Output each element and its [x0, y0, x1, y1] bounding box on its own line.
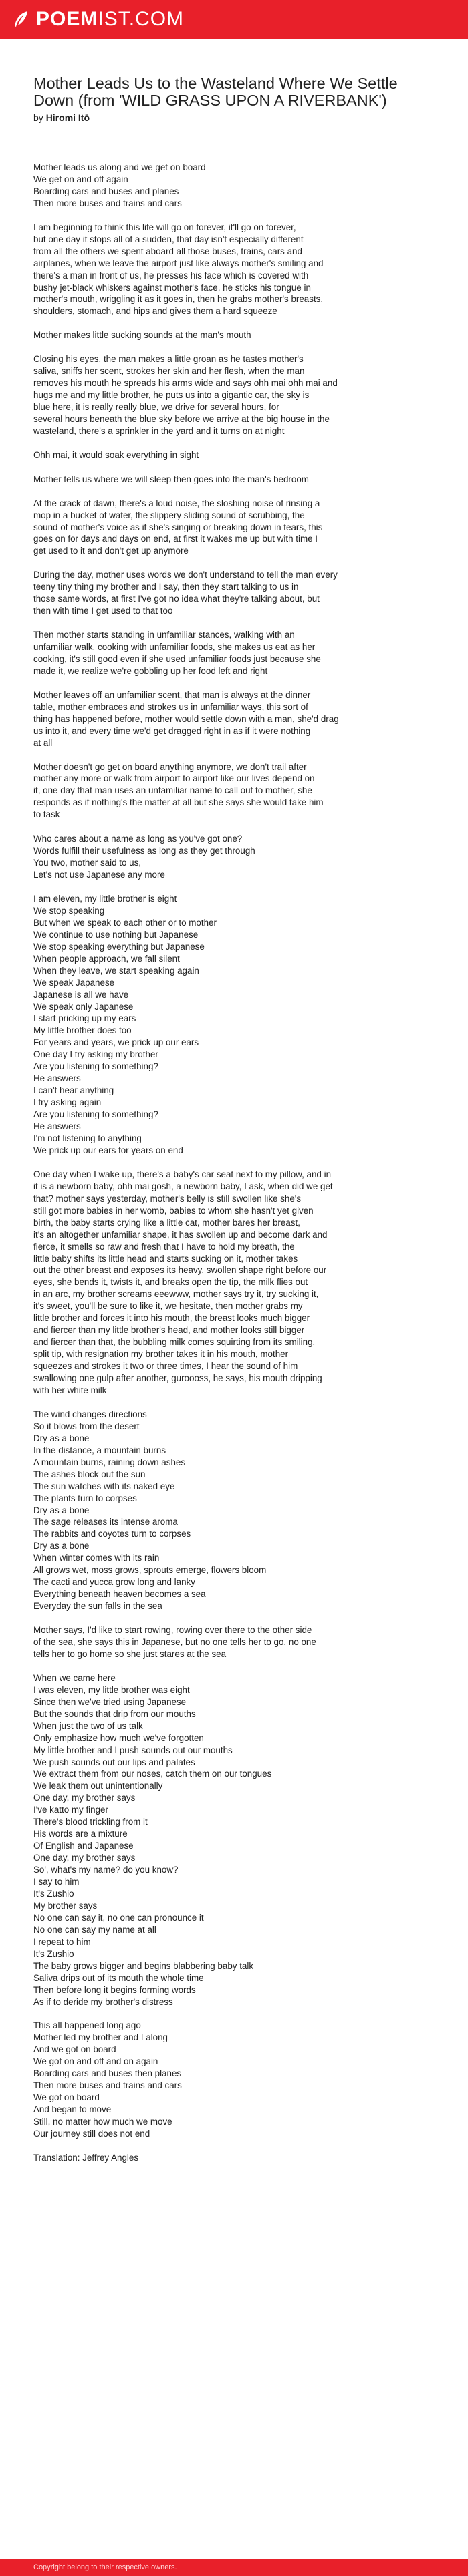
- poem-line: Then mother starts standing in unfamiliar stances, walking with an: [33, 630, 295, 640]
- poem-line: Who cares about a name as long as you've got one?: [33, 834, 243, 844]
- poem-line: One day I try asking my brother: [33, 1049, 158, 1060]
- poem-line: He answers: [33, 1121, 81, 1132]
- poem-line: mother any more or walk from airport to airport like our lives depend on: [33, 773, 315, 784]
- poem-line: And we got on board: [33, 2044, 116, 2055]
- poem-line: The ashes block out the sun: [33, 1469, 146, 1479]
- site-footer: [0, 2559, 468, 2576]
- poem-line: Everyday the sun falls in the sea: [33, 1601, 162, 1612]
- poem-line: I am eleven, my little brother is eight: [33, 893, 177, 904]
- poem-line: He answers: [33, 1073, 81, 1084]
- poem-stanza: [33, 569, 441, 617]
- poem-line: Still, no matter how much we move: [33, 2117, 172, 2127]
- poem-line: little brother and forces it into his mouth, the breast looks much bigger: [33, 1313, 310, 1324]
- poem-line: I start pricking up my ears: [33, 1013, 136, 1024]
- poem-line: Our journey still does not end: [33, 2129, 150, 2139]
- poem-line: As if to deride my brother's distress: [33, 1996, 173, 2007]
- poem-line: I say to him: [33, 1877, 80, 1887]
- site-logo[interactable]: [11, 9, 184, 29]
- site-header: [0, 0, 468, 39]
- poem-line: Mother tells us where we will sleep then goes into the man's bedroom: [33, 474, 309, 484]
- poem-stanza: [33, 449, 441, 462]
- poem-line: At the crack of dawn, there's a loud noise, the sloshing noise of rinsing a: [33, 498, 320, 508]
- poem-line: from all the others we spent aboard all those buses, trains, cars and: [33, 246, 302, 256]
- poem-line: It's Zushio: [33, 1948, 74, 1959]
- poem-line: We extract them from our noses, catch them on our tongues: [33, 1769, 272, 1779]
- poem-line: Words fulfill their usefulness as long as they get through: [33, 846, 255, 856]
- poem-line: teeny tiny thing my brother and I say, then they start talking to us in: [33, 582, 299, 592]
- poem-line: Are you listening to something?: [33, 1109, 158, 1120]
- poem-line: it's an altogether unfamiliar shape, it has swollen up and become dark and: [33, 1229, 328, 1240]
- poem-author[interactable]: Hiromi Itō: [45, 112, 90, 123]
- poem-line: My brother says: [33, 1900, 98, 1911]
- poem-line: It's Zushio: [33, 1889, 74, 1899]
- poem-line: We stop speaking everything but Japanese: [33, 941, 205, 952]
- poem-line: Mother doesn't go get on board anything anymore, we don't trail after: [33, 761, 307, 772]
- poem-line: Dry as a bone: [33, 1433, 90, 1443]
- by-label: by: [33, 112, 43, 123]
- poem-line: I've katto my finger: [33, 1805, 108, 1815]
- poem-line: made it, we realize we're gobbling up her food left and right: [33, 665, 268, 676]
- poem-line: Mother led my brother and I along: [33, 2032, 168, 2043]
- poem-line: We continue to use nothing but Japanese: [33, 929, 199, 940]
- poem-line: Dry as a bone: [33, 1541, 90, 1551]
- poem-line: We got on and off and on again: [33, 2056, 158, 2067]
- poem-line: For years and years, we prick up our ears: [33, 1037, 199, 1048]
- poem-line: still got more babies in her womb, babies to whom she hasn't yet given: [33, 1205, 314, 1216]
- poem-stanza: [33, 498, 441, 558]
- poem-line: We got on board: [33, 2092, 100, 2103]
- poem-line: I try asking again: [33, 1097, 102, 1108]
- poem-stanza: [33, 629, 441, 677]
- poem-line: Then more buses and trains and cars: [33, 2080, 182, 2091]
- poem-line: Saliva drips out of its mouth the whole time: [33, 1972, 204, 1983]
- poem-line: But the sounds that drip from our mouths: [33, 1708, 196, 1719]
- poem-line: When just the two of us talk: [33, 1720, 143, 1731]
- poem-line: A mountain burns, raining down ashes: [33, 1457, 186, 1467]
- poem-title-line: Down (from 'WILD GRASS UPON A RIVERBANK'): [33, 91, 387, 109]
- logo-wordmark: POEMIST.COM: [36, 8, 185, 30]
- poem-line: The sage releases its intense aroma: [33, 1517, 178, 1527]
- poem-stanza: [33, 162, 441, 210]
- poem-stanza: [33, 1624, 441, 1660]
- poem-line: Of English and Japanese: [33, 1841, 134, 1851]
- poem-line: The baby grows bigger and begins blabbering baby talk: [33, 1960, 254, 1971]
- poem-container: [0, 39, 441, 2164]
- poem-line: Mother leaves off an unfamiliar scent, that man is always at the dinner: [33, 689, 311, 700]
- poem-line: but one day it stops all of a sudden, that day isn't especially different: [33, 234, 304, 244]
- poem-line: saliva, sniffs her scent, strokes her skin and her flesh, when the man: [33, 366, 305, 377]
- poem-stanza: [33, 1169, 441, 1397]
- poem-line: We get on and off again: [33, 174, 128, 184]
- poem-line: Then before long it begins forming words: [33, 1984, 196, 1995]
- poem-line: I am beginning to think this life will go on forever, it'll go on forever,: [33, 222, 296, 232]
- poem-line: and fiercer than that, the bubbling milk comes squirting from its smiling,: [33, 1337, 316, 1348]
- poem-stanza: [33, 689, 441, 749]
- poem-line: There's blood trickling from it: [33, 1817, 148, 1827]
- poem-line: We leak them out unintentionally: [33, 1781, 163, 1791]
- poem-line: unfamiliar walk, cooking with unfamiliar foods, she makes us eat as her: [33, 642, 316, 652]
- poem-line: We push sounds out our lips and palates: [33, 1757, 195, 1767]
- poem-line: sound of mother's voice as if she's singing or breaking down in tears, this: [33, 522, 323, 532]
- poem-stanza: [33, 761, 441, 821]
- poem-line: Boarding cars and buses then planes: [33, 2068, 182, 2079]
- poem-line: tells her to go home so she just stares at the sea: [33, 1648, 227, 1659]
- poem-line: So', what's my name? do you know?: [33, 1865, 179, 1875]
- poem-line: split tip, with resignation my brother takes it in his mouth, mother: [33, 1349, 289, 1360]
- poem-line: Mother makes little sucking sounds at the man's mouth: [33, 330, 251, 341]
- poem-line: Japanese is all we have: [33, 989, 129, 1000]
- poem-line: hugs me and my little brother, he puts us into a gigantic car, the sky is: [33, 390, 310, 401]
- poem-line: mop in a bucket of water, the slippery sliding sound of scrubbing, the: [33, 510, 305, 520]
- poem-line: little baby shifts its little head and starts sucking on it, mother takes: [33, 1253, 298, 1264]
- poem-line: We prick up our ears for years on end: [33, 1145, 183, 1155]
- poem-stanza: [33, 329, 441, 341]
- poem-line: bushy jet-black whiskers against mother's face, he sticks his tongue in: [33, 282, 311, 293]
- poem-stanza: [33, 833, 441, 881]
- poem-line: We speak Japanese: [33, 977, 115, 988]
- poem-line: Let's not use Japanese any more: [33, 870, 165, 880]
- poem-line: wasteland, there's a sprinkler in the yard and it turns on at night: [33, 425, 285, 436]
- poem-line: to task: [33, 809, 60, 820]
- poem-line: of the sea, she says this in Japanese, but no one tells her to go, no one: [33, 1637, 316, 1647]
- poem-stanza: [33, 474, 441, 486]
- quill-icon: [11, 9, 31, 29]
- poem-line: When we came here: [33, 1672, 116, 1683]
- poem-line: We stop speaking: [33, 905, 105, 916]
- poem-line: Mother leads us along and we get on board: [33, 162, 206, 172]
- poem-line: When winter comes with its rain: [33, 1553, 160, 1563]
- poem-line: removes his mouth he spreads his arms wide and says ohh mai ohh mai and: [33, 378, 338, 389]
- copyright-notice: Copyright belong to their respective owners.: [33, 2563, 177, 2571]
- poem-line: in an arc, my brother screams eeewww, mother says try it, try sucking it,: [33, 1289, 319, 1300]
- poem-line: Only emphasize how much we've forgotten: [33, 1732, 204, 1743]
- poem-line: thing has happened before, mother would settle down with a man, she'd drag: [33, 713, 339, 724]
- poem-line: several hours beneath the blue sky before we arrive at the big house in the: [33, 413, 330, 424]
- poem-line: In the distance, a mountain burns: [33, 1445, 166, 1455]
- poem-line: When people approach, we fall silent: [33, 953, 180, 964]
- poem-line: and fiercer than my little brother's head, and mother looks still bigger: [33, 1325, 305, 1336]
- poem-line: When they leave, we start speaking again: [33, 965, 199, 976]
- poem-line: Closing his eyes, the man makes a little groan as he tastes mother's: [33, 354, 304, 365]
- poem-stanza: [33, 1409, 441, 1612]
- poem-stanza: [33, 893, 441, 1157]
- poem-title-line: Mother Leads Us to the Wasteland Where We Settle: [33, 75, 398, 92]
- poem-line: And began to move: [33, 2104, 112, 2115]
- poem-line: Boarding cars and buses and planes: [33, 186, 179, 196]
- poem-stanza: [33, 353, 441, 437]
- poem-line: squeezes and strokes it two or three times, I hear the sound of him: [33, 1361, 298, 1372]
- poem-line: The sun watches with its naked eye: [33, 1481, 175, 1491]
- poem-line: We speak only Japanese: [33, 1001, 134, 1012]
- poem-line: goes on for days and days on end, at first it wakes me up but with time I: [33, 534, 318, 544]
- poem-line: blue here, it is really really blue, we drive for several hours, for: [33, 402, 279, 413]
- poem-byline: [33, 112, 441, 123]
- poem-line: responds as if nothing's the matter at all but she says she would take him: [33, 797, 324, 808]
- poem-line: You two, mother said to us,: [33, 858, 142, 868]
- poem-line: Since then we've tried using Japanese: [33, 1696, 187, 1707]
- poem-line: us into it, and every time we'd get dragged right in as if it were nothing: [33, 725, 311, 736]
- poem-line: I repeat to him: [33, 1936, 91, 1947]
- poem-line: This all happened long ago: [33, 2020, 141, 2031]
- poem-body: [33, 162, 441, 2140]
- poem-line: During the day, mother uses words we don't understand to tell the man every: [33, 570, 338, 580]
- poem-line: My little brother and I push sounds out our mouths: [33, 1744, 233, 1755]
- poem-line: So it blows from the desert: [33, 1421, 140, 1431]
- poem-line: Everything beneath heaven becomes a sea: [33, 1589, 206, 1600]
- poem-line: that? mother says yesterday, mother's belly is still swollen like she's: [33, 1193, 302, 1204]
- poem-line: it, one day that man uses an unfamiliar name to call out to mother, she: [33, 785, 312, 796]
- poem-line: No one can say my name at all: [33, 1924, 156, 1935]
- poem-stanza: [33, 1672, 441, 2008]
- poem-line: at all: [33, 737, 53, 748]
- poem-line: I can't hear anything: [33, 1085, 114, 1096]
- poem-line: those same words, at first I've got no idea what they're talking about, but: [33, 594, 320, 604]
- poem-line: My little brother does too: [33, 1025, 132, 1036]
- poem-line: The rabbits and coyotes turn to corpses: [33, 1529, 191, 1539]
- poem-stanza: [33, 2020, 441, 2140]
- poem-line: cooking, it's still good even if she used unfamiliar foods just because she: [33, 653, 321, 664]
- poem-line: table, mother embraces and strokes us in unfamiliar ways, this sort of: [33, 701, 308, 712]
- poem-stanza: [33, 222, 441, 318]
- poem-line: with her white milk: [33, 1385, 107, 1396]
- poem-line: All grows wet, moss grows, sprouts emerge, flowers bloom: [33, 1565, 267, 1576]
- poem-line: Are you listening to something?: [33, 1061, 158, 1072]
- poem-line: get used to it and don't get up anymore: [33, 546, 189, 556]
- poem-line: The wind changes directions: [33, 1409, 147, 1419]
- poem-line: there's a man in front of us, he presses his face which is covered with: [33, 270, 309, 281]
- poem-line: One day, my brother says: [33, 1793, 136, 1803]
- translation-credit: Translation: Jeffrey Angles: [33, 2152, 139, 2163]
- poem-line: The cacti and yucca grow long and lanky: [33, 1577, 195, 1588]
- poem-line: Then more buses and trains and cars: [33, 198, 182, 208]
- poem-line: I'm not listening to anything: [33, 1133, 142, 1144]
- poem-line: One day, my brother says: [33, 1853, 136, 1863]
- poem-line: it's sweet, you'll be sure to like it, we hesitate, then mother grabs my: [33, 1301, 303, 1312]
- poem-line: out the other breast and exposes its heavy, swollen shape right before our: [33, 1265, 327, 1276]
- poem-line: Ohh mai, it would soak everything in sight: [33, 449, 199, 460]
- poem-line: His words are a mixture: [33, 1829, 128, 1839]
- poem-line: One day when I wake up, there's a baby's car seat next to my pillow, and in: [33, 1169, 332, 1179]
- poem-line: it is a newborn baby, ohh mai gosh, a newborn baby, I ask, when did we get: [33, 1181, 333, 1191]
- poem-line: The plants turn to corpses: [33, 1493, 137, 1503]
- poem-line: shoulders, stomach, and hips and gives them a hard squeeze: [33, 306, 277, 317]
- poem-line: then with time I get used to that too: [33, 606, 173, 616]
- poem-line: birth, the baby starts crying like a little cat, mother bares her breast,: [33, 1217, 300, 1228]
- poem-line: fierce, it smells so raw and fresh that I have to hold my breath, the: [33, 1241, 295, 1252]
- poem-line: I was eleven, my little brother was eight: [33, 1684, 190, 1695]
- poem-line: swallowing one gulp after another, guroooss, he says, his mouth dripping: [33, 1373, 322, 1384]
- poem-line: But when we speak to each other or to mother: [33, 917, 217, 928]
- poem-line: Dry as a bone: [33, 1505, 90, 1515]
- poem-line: mother's mouth, wriggling it as it goes in, then he grabs mother's breasts,: [33, 294, 324, 305]
- poem-line: airplanes, when we leave the airport just like always mother's smiling and: [33, 258, 324, 268]
- poem-title: [33, 75, 441, 109]
- poem-line: eyes, she bends it, twists it, and breaks open the tip, the milk flies out: [33, 1277, 308, 1288]
- poem-line: Mother says, I'd like to start rowing, rowing over there to the other side: [33, 1625, 312, 1636]
- poem-line: No one can say it, no one can pronounce it: [33, 1912, 204, 1923]
